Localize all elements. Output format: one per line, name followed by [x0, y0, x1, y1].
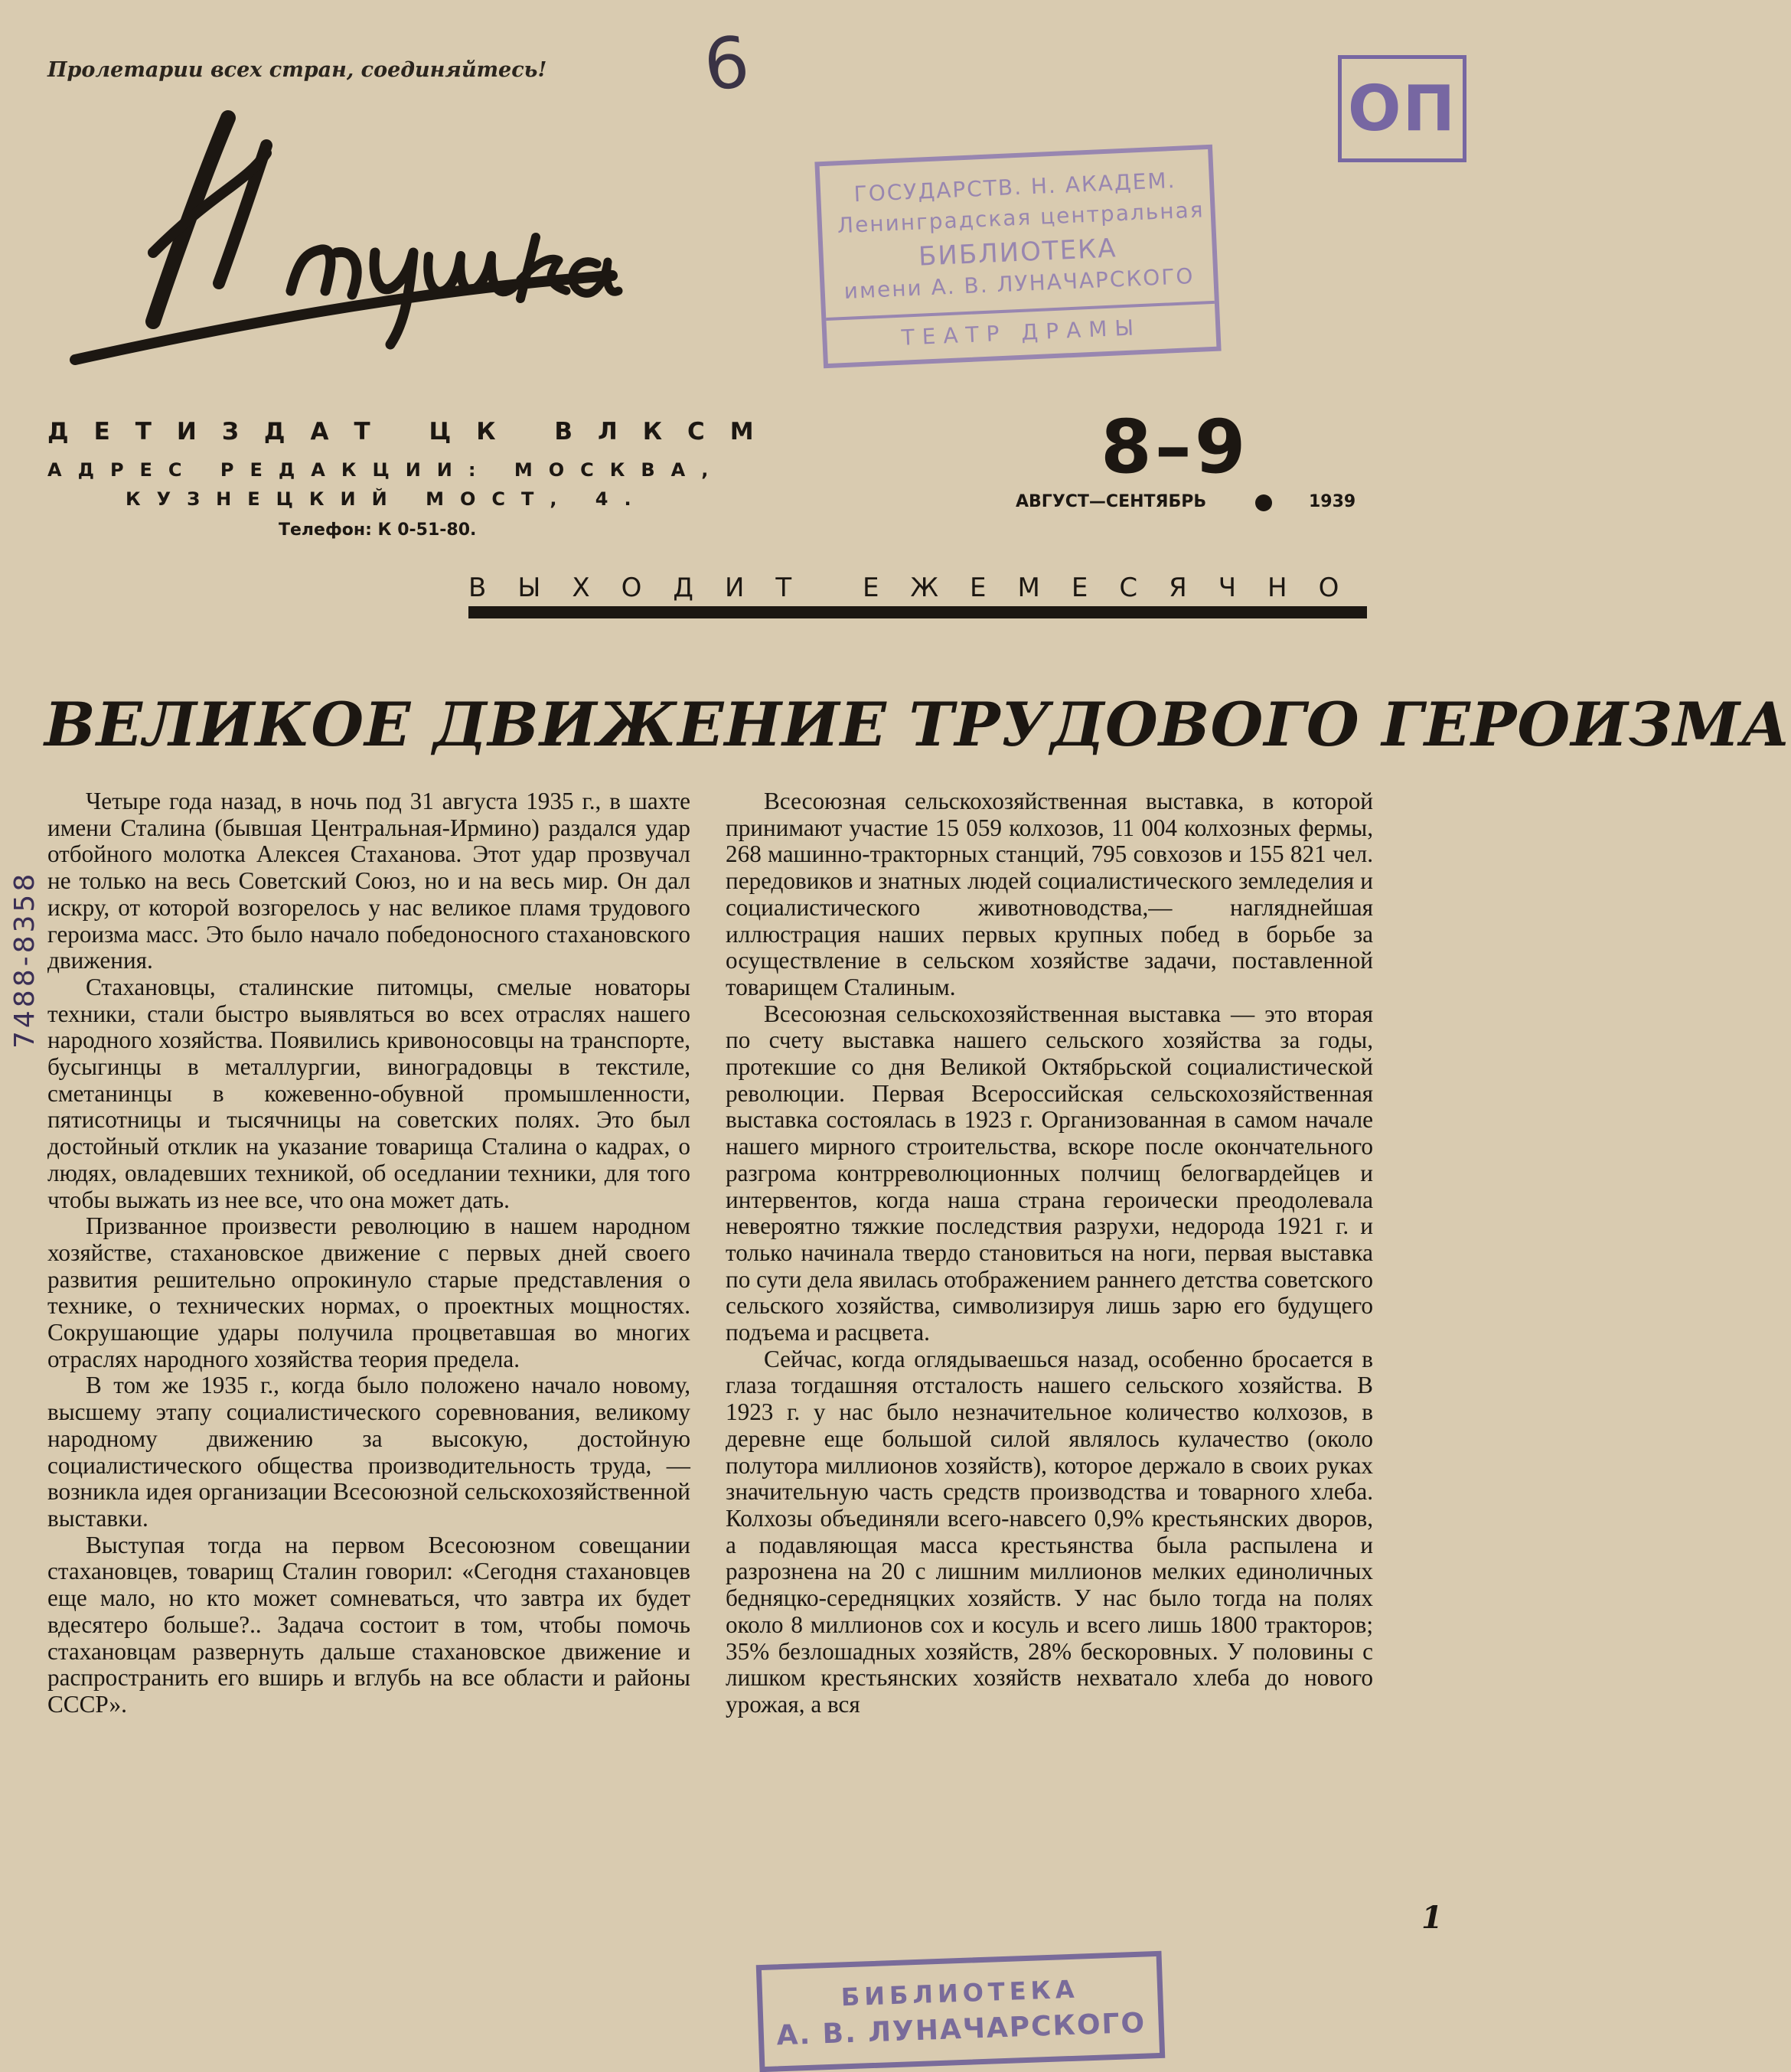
library-stamp-line4: имени А. В. ЛУНАЧАРСКОГО [843, 263, 1196, 304]
library-stamp-line1: ГОСУДАРСТВ. Н. АКАДЕМ. [853, 167, 1177, 207]
paragraph: Выступая тогда на первом Всесоюзном совещании стахановцев, товарищ Сталин говорил: «Сегодня стахановцев еще мало, но кто может сомневаться, что завтра их будет вдесятеро больше?.. Задача состоит в том, чтобы помочь стахановцам развернуть дальше стахановское движение и распространить его вширь и вглубь на все области и районы СССР». [47, 1531, 690, 1718]
library-stamp-bottom [756, 1951, 1166, 2072]
handwritten-number: 6 [700, 21, 753, 107]
article-column-right [726, 788, 1373, 1718]
paragraph: Всесоюзная сельскохозяйственная выставка, в которой принимают участие 15 059 колхозов, 11 004 колхозных фермы, 268 машинно-тракторных станций, 795 совхозов и 155 821 чел. передовиков и знатных людей социалистического земледелия и социалистического животноводства,— нагляднейшая иллюстрация наших первых крупных побед в борьбе за осуществление в сельском хозяйстве задачи, поставленной товарищем Сталиным. [726, 788, 1373, 1000]
library-stamp [814, 145, 1221, 368]
stamp-op: ОП [1338, 55, 1466, 162]
paragraph: Стахановцы, сталинские питомцы, смелые новаторы техники, стали быстро выявляться во всех отраслях нашего народного хозяйства. Появились кривоносовцы на транспорте, бусыгинцы в металлургии, виноградовцы в текстиле, сметанинцы в кожевенно-обувной промышленности, пятисотницы и тысячницы на советских полях. Это был достойный отклик на указание товарища Сталина о кадрах, о людях, овладевших техникой, об оседлании техники, для того чтобы выжать из нее все, что она может дать. [47, 973, 690, 1213]
bottom-stamp-line2: А. В. ЛУНАЧАРСКОГО [775, 2007, 1147, 2052]
library-stamp-line2: Ленинградская центральная [837, 197, 1205, 239]
slogan: Пролетарии всех стран, соединяйтесь! [47, 58, 547, 82]
bottom-stamp-line1: БИБЛИОТЕКА [840, 1974, 1080, 2012]
paragraph: Сейчас, когда оглядываешься назад, особенно бросается в глаза тогдашняя отсталость нашего сельского хозяйства. В 1923 г. у нас было незначительное количество колхозов, в деревне еще большой силой являлось кулачество (около полутора миллионов хозяйств), которое держало в своих руках значительную часть средств производства и товарного хлеба. Колхозы объединяли всего-навсего 0,9% крестьянских дворов, а подавляющая масса крестьянства была распылена и разрознена на 20 с лишним миллионов мелких единоличных бедняцко-середняцких хозяйств. У нас было тогда на полях около 8 миллионов сох и косуль и всего лишь 1800 тракторов; 35% безлошадных хозяйств, 28% бескоровных. У половины с лишком крестьянских хозяйств нехватало хлеба до нового урожая, а вся [726, 1345, 1373, 1718]
article-headline: ВЕЛИКОЕ ДВИЖЕНИЕ ТРУДОВОГО ГЕРОИЗМА [44, 689, 1791, 760]
publisher: ДЕТИЗДАТ ЦК ВЛКСМ [47, 418, 779, 445]
address-line2: КУЗНЕЦКИЙ МОСТ, 4. [126, 488, 648, 510]
paragraph: Четыре года назад, в ночь под 31 августа 1935 г., в шахте имени Сталина (бывшая Центральная-Ирмино) раздался удар отбойного молотка Алексея Стаханова. Этот удар прозвучал не только на весь Советский Союз, но и на весь мир. Он дал искру, от которой возгорелось у нас великое пламя трудового героизма масс. Это было начало победоносного стахановского движения. [47, 788, 690, 974]
bullet-dot [1255, 494, 1272, 511]
frequency: ВЫХОДИТ ЕЖЕМЕСЯЧНО [468, 573, 1371, 603]
magazine-logo [61, 100, 620, 375]
article-column-left [47, 788, 690, 1718]
paragraph: Призванное произвести революцию в нашем народном хозяйстве, стахановское движение с первых дней своего развития решительно опрокинуло старые представления о технике, о технических нормах, о проектных мощностях. Сокрушающие удары получила процветавшая во многих отраслях народного хозяйства теория предела. [47, 1212, 690, 1372]
phone: Телефон: К 0-51-80. [279, 520, 477, 540]
address-line1: АДРЕС РЕДАКЦИИ: МОСКВА, [47, 459, 725, 481]
page-number: 1 [1421, 1900, 1443, 1936]
issue-number: 8–9 [1101, 404, 1249, 490]
issue-months: АВГУСТ—СЕНТЯБРЬ [1016, 492, 1207, 511]
library-stamp-line5: ТЕАТР ДРАМЫ [900, 315, 1142, 351]
paragraph: В том же 1935 г., когда было положено начало новому, высшему этапу социалистического соревнования, великому народному движению за высокую, достойную социалистического общества производительность труда, — возникла идея организации Всесоюзной сельскохозяйственной выставки. [47, 1372, 690, 1532]
issue-year: 1939 [1309, 492, 1356, 511]
header-rule [468, 606, 1367, 618]
library-stamp-line3: БИБЛИОТЕКА [918, 233, 1118, 272]
paragraph: Всесоюзная сельскохозяйственная выставка — это вторая по счету выставка нашего сельского хозяйства за годы, протекшие со дня Великой Октябрьской социалистической революции. Первая Всероссийская сельскохозяйственная выставка состоялась в 1923 г. Организованная в самом начале нашего мирного строительства, вскоре после окончательного разгрома контрреволюционных полчищ белогвардейцев и интервентов, когда наша страна героически преодолевала невероятно тяжкие последствия разрухи, недорода 1921 г. и только начинала твердо становиться на ноги, первая выставка по сути дела явилась отображением раннего детства советского сельского хозяйства, символизируя лишь зарю его будущего подъема и расцвета. [726, 1000, 1373, 1346]
handwritten-margin-note: 7488-8358 [9, 870, 41, 1049]
